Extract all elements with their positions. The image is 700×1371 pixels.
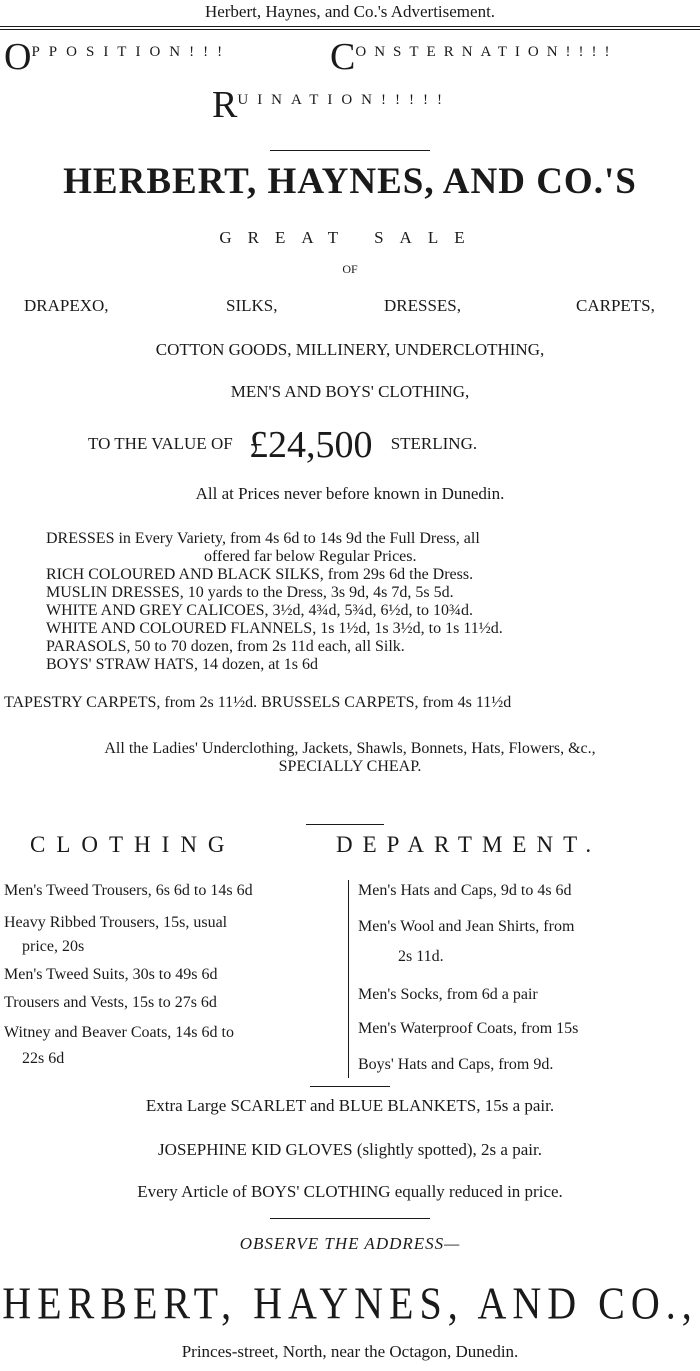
opposition-heading bbox=[4, 38, 231, 76]
clothing-left-4: Men's Tweed Suits, 30s to 49s 6d bbox=[4, 966, 218, 983]
sale-tagline: All at Prices never before known in Dunedin. bbox=[195, 484, 505, 503]
company-name: HERBERT, HAYNES, AND CO., bbox=[2, 1277, 698, 1329]
value-prefix: TO THE VALUE OF bbox=[88, 434, 233, 453]
consternation-text: ONSTERNATION!!!! bbox=[355, 44, 618, 60]
great-sale-heading: GREAT SALE bbox=[219, 228, 481, 247]
clothing-heading: CLOTHING bbox=[30, 832, 236, 857]
value-amount: £24,500 bbox=[248, 424, 373, 467]
categories-row3: MEN'S AND BOYS' CLOTHING, bbox=[230, 382, 470, 401]
header-rule-top bbox=[0, 26, 700, 27]
blankets-line: Extra Large SCARLET and BLUE BLANKETS, 15s a pair. bbox=[145, 1096, 555, 1115]
clothing-right-2: Men's Wool and Jean Shirts, from bbox=[358, 918, 575, 935]
clothing-left-2: Heavy Ribbed Trousers, 15s, usual bbox=[4, 914, 228, 931]
consternation-heading bbox=[330, 38, 618, 76]
clothing-left-6: Witney and Beaver Coats, 14s 6d to bbox=[4, 1024, 234, 1041]
item-parasols: PARASOLS, 50 to 70 dozen, from 2s 11d each, all Silk. bbox=[46, 638, 405, 655]
categories-row2: COTTON GOODS, MILLINERY, UNDERCLOTHING, bbox=[155, 340, 545, 359]
item-flannels: WHITE AND COLOURED FLANNELS, 1s 1½d, 1s 3½d, to 1s 11½d. bbox=[46, 620, 503, 637]
brand-title: HERBERT, HAYNES, AND CO.'S bbox=[63, 161, 637, 202]
item-silks: RICH COLOURED AND BLACK SILKS, from 29s 6d the Dress. bbox=[46, 566, 474, 583]
ladies-line-1: All the Ladies' Underclothing, Jackets, Shawls, Bonnets, Hats, Flowers, &c., bbox=[104, 740, 596, 757]
clothing-left-7: 22s 6d bbox=[22, 1050, 65, 1067]
clothing-left-3: price, 20s bbox=[22, 938, 85, 955]
clothing-right-3: 2s 11d. bbox=[398, 948, 444, 965]
clothing-right-5: Men's Waterproof Coats, from 15s bbox=[358, 1020, 579, 1037]
consternation-initial: C bbox=[330, 36, 356, 78]
category-dresses: DRESSES, bbox=[384, 296, 461, 315]
value-suffix: STERLING. bbox=[390, 434, 478, 453]
value-line bbox=[88, 424, 477, 465]
ruination-text: UINATION!!!!! bbox=[237, 92, 451, 108]
observe-address: OBSERVE THE ADDRESS— bbox=[239, 1234, 461, 1253]
item-calicoes: WHITE AND GREY CALICOES, 3½d, 4¾d, 5¾d, 6½d, to 10¾d. bbox=[46, 602, 473, 619]
carpets-line: TAPESTRY CARPETS, from 2s 11½d. BRUSSELS CARPETS, from 4s 11½d bbox=[4, 694, 512, 711]
category-silks: SILKS, bbox=[226, 296, 278, 315]
gloves-line: JOSEPHINE KID GLOVES (slightly spotted), 2s a pair. bbox=[158, 1140, 542, 1159]
street-address: Princes-street, North, near the Octagon, Dunedin. bbox=[181, 1342, 519, 1361]
column-divider bbox=[348, 880, 349, 1078]
department-heading: DEPARTMENT. bbox=[336, 832, 602, 857]
opposition-text: PPOSITION!!! bbox=[31, 44, 232, 60]
item-dresses-cont: offered far below Regular Prices. bbox=[204, 548, 417, 565]
divider-2 bbox=[306, 824, 384, 825]
advertisement-header: Herbert, Haynes, and Co.'s Advertisement. bbox=[204, 2, 496, 21]
item-muslin: MUSLIN DRESSES, 10 yards to the Dress, 3s 9d, 4s 7d, 5s 5d. bbox=[46, 584, 454, 601]
ladies-line-2: SPECIALLY CHEAP. bbox=[278, 758, 422, 775]
divider-3 bbox=[310, 1086, 390, 1087]
category-drapery: DRAPEXO, bbox=[24, 296, 109, 315]
item-hats: BOYS' STRAW HATS, 14 dozen, at 1s 6d bbox=[46, 656, 318, 673]
ruination-initial: R bbox=[212, 84, 238, 126]
ruination-heading bbox=[212, 86, 451, 124]
opposition-initial: O bbox=[4, 36, 32, 78]
boys-line: Every Article of BOYS' CLOTHING equally reduced in price. bbox=[137, 1182, 563, 1201]
divider-1 bbox=[270, 150, 430, 151]
clothing-right-1: Men's Hats and Caps, 9d to 4s 6d bbox=[358, 882, 572, 899]
divider-4 bbox=[270, 1218, 430, 1219]
header-rule-bottom bbox=[0, 29, 700, 30]
clothing-left-1: Men's Tweed Trousers, 6s 6d to 14s 6d bbox=[4, 882, 253, 899]
of-label: OF bbox=[342, 262, 358, 276]
category-carpets: CARPETS, bbox=[576, 296, 655, 315]
item-dresses: DRESSES in Every Variety, from 4s 6d to 14s 9d the Full Dress, all bbox=[46, 530, 480, 547]
clothing-right-4: Men's Socks, from 6d a pair bbox=[358, 986, 538, 1003]
clothing-right-6: Boys' Hats and Caps, from 9d. bbox=[358, 1056, 554, 1073]
clothing-left-5: Trousers and Vests, 15s to 27s 6d bbox=[4, 994, 217, 1011]
